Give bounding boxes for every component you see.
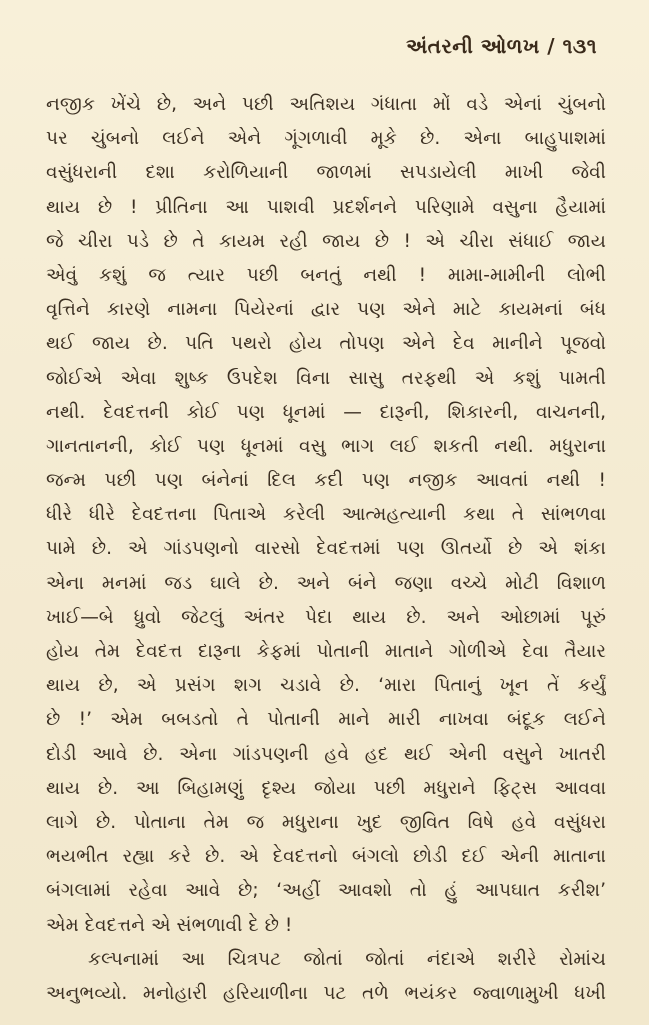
text-line: એના મનમાં જડ ઘાલે છે. અને બંને જણા વચ્ચે મોટી વિશાળ [46, 572, 606, 594]
paragraph-end-line: એમ દેવદત્તને એ સંભળાવી દે છે ! [46, 914, 293, 936]
text-line: થાય છે. આ બિહામણું દૃશ્ય જોયા પછી મધુરાને ફિટ્સ આવવા [46, 777, 606, 799]
text-line: ગાનતાનની, કોઈ પણ ધૂનમાં વસુ ભાગ લઈ શકતી નથી. મધુરાના [46, 435, 606, 457]
text-line: થાય છે ! પ્રીતિના આ પાશવી પ્રદર્શનને પરિણામે વસુના હૈયામાં [46, 196, 606, 218]
text-line: અનુભવ્યો. મનોહારી હરિયાળીના પટ તળે ભયંકર જ્વાળામુખી ધખી [46, 982, 606, 1004]
text-line: થઈ જાય છે. પતિ પથરો હોય તોપણ એને દેવ માનીને પૂજવો [46, 333, 606, 355]
text-line: ધીરે ધીરે દેવદત્તના પિતાએ કરેલી આત્મહત્યાની કથા તે સાંભળવા [46, 504, 606, 526]
text-line: બંગલામાં રહેવા આવે છે; ‘અહીં આવશો તો હું આપઘાત કરીશ’ [46, 880, 606, 902]
text-line: પામે છે. એ ગાંડપણનો વારસો દેવદત્તમાં પણ ઊતર્યો છે એ શંકા [46, 538, 606, 560]
text-line: નથી. દેવદત્તની કોઈ પણ ધૂનમાં — દારૂની, શિકારની, વાચનની, [46, 401, 606, 423]
text-line: નજીક ખેંચે છે, અને પછી અતિશય ગંધાતા મોં વડે એનાં ચુંબનો [46, 94, 606, 115]
running-header: અંતરની ઓળખ / ૧૩૧ [406, 34, 597, 58]
paragraph-start-line: કલ્પનામાં આ ચિત્રપટ જોતાં જોતાં નંદાએ શરીરે રોમાંચ [88, 948, 606, 970]
text-line: થાય છે, એ પ્રસંગ શગ ચડાવે છે. ‘મારા પિતાનું ખૂન તેં કર્યું [46, 675, 606, 697]
text-line: વૃત્તિને કારણે નામના પિયેરનાં દ્વાર પણ એને માટે કાયમનાં બંધ [46, 299, 606, 321]
text-line: એવું કશું જ ત્યાર પછી બનતું નથી ! મામા-મામીની લોભી [46, 264, 606, 286]
text-line: ખાઈ—બે ધ્રુવો જેટલું અંતર પેદા થાય છે. અને ઓછામાં પૂરું [46, 606, 606, 628]
text-line: દોડી આવે છે. એના ગાંડપણની હવે હદ થઈ એની વસુને ખાતરી [46, 743, 606, 765]
text-line: ભયભીત રહ્યા કરે છે. એ દેવદત્તનો બંગલો છોડી દઈ એની માતાના [46, 846, 606, 868]
text-line: હોય તેમ દેવદત્ત દારૂના કેફમાં પોતાની માતાને ગોળીએ દેવા તૈયાર [46, 641, 606, 662]
text-line: લાગે છે. પોતાના તેમ જ મધુરાના ખુદ જીવિત વિષે હવે વસુંધરા [46, 811, 606, 833]
text-line: જોઈએ એવા શુષ્ક ઉપદેશ વિના સાસુ તરફથી એ કશું પામતી [46, 367, 606, 389]
page-body-text [46, 88, 606, 1011]
text-line: વસુંધરાની દશા કરોળિયાની જાળમાં સપડાયેલી માખી જેવી [46, 162, 606, 184]
text-line: જન્મ પછી પણ બંનેનાં દિલ કદી પણ નજીક આવતાં નથી ! [46, 470, 606, 492]
text-line: જે ચીરા પડે છે તે કાયમ રહી જાય છે ! એ ચીરા સંધાઈ જાય [46, 230, 606, 252]
text-line: પર ચુંબનો લઈને એને ગૂંગળાવી મૂકે છે. એના બાહુપાશમાં [46, 128, 606, 150]
text-line: છે !’ એમ બબડતો તે પોતાની માને મારી નાખવા બંદૂક લઈને [46, 709, 606, 731]
